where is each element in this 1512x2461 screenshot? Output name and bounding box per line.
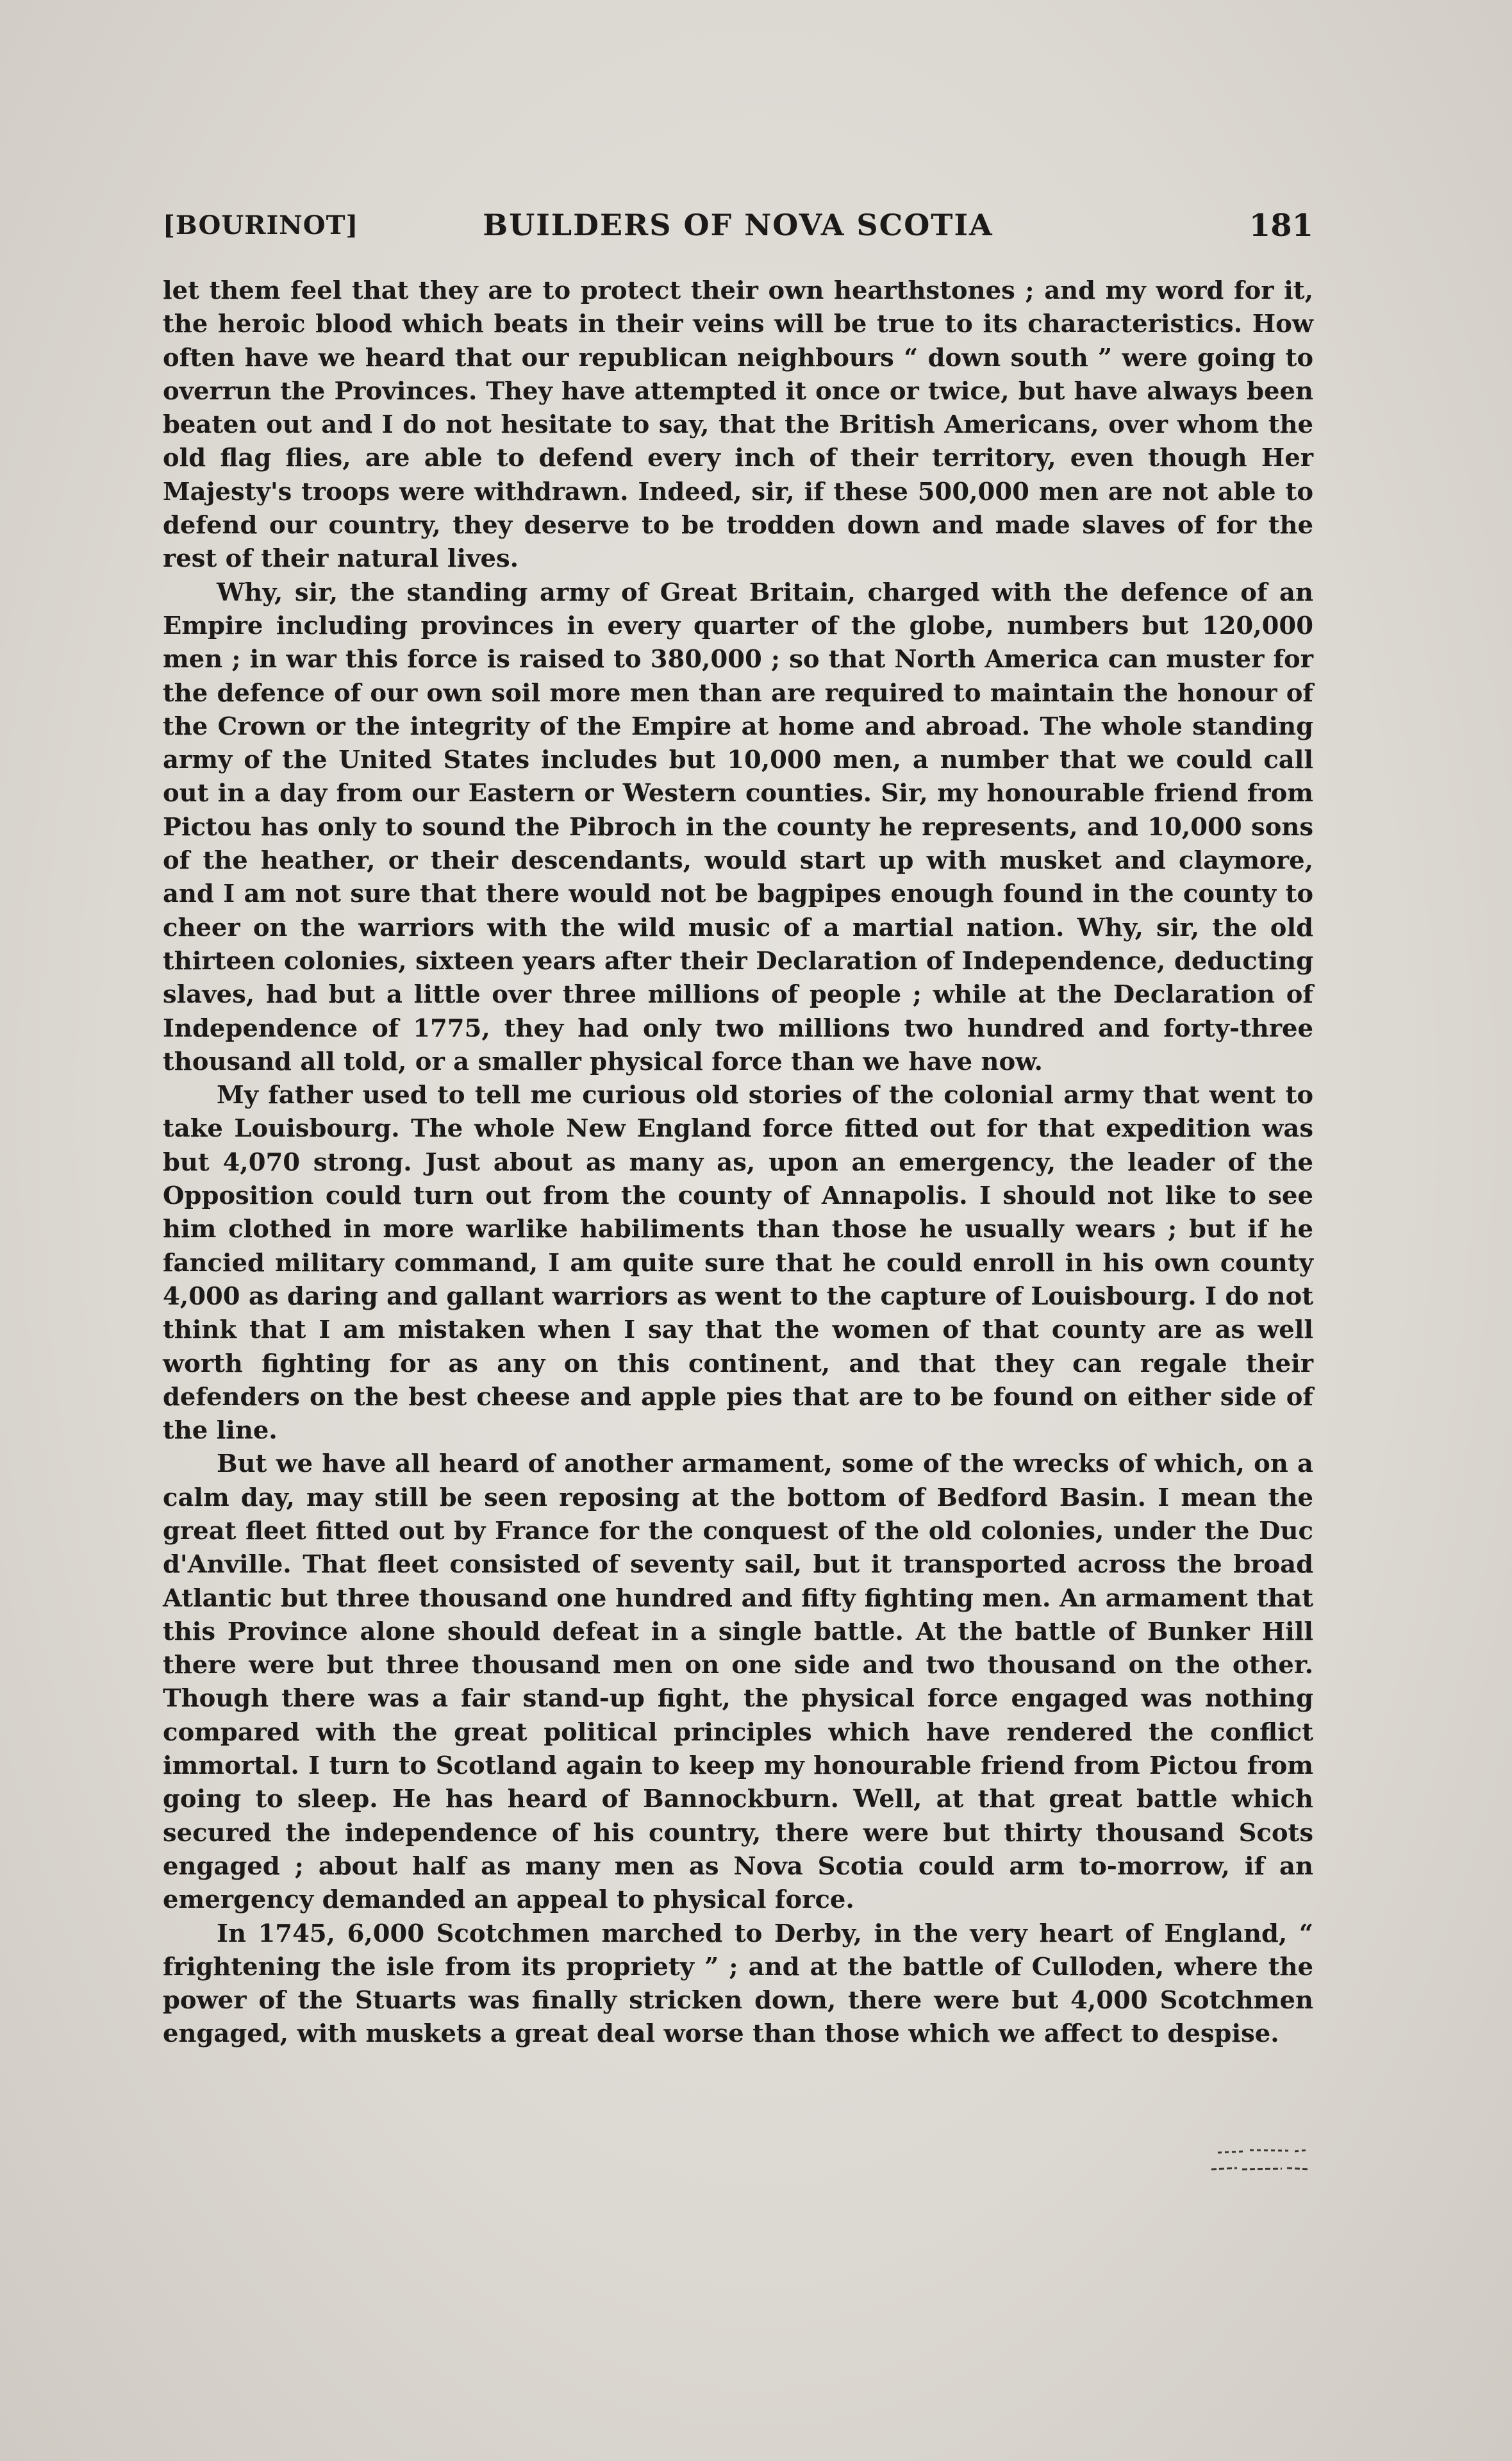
book-title: BUILDERS OF NOVA SCOTIA	[483, 208, 993, 242]
page-number: 181	[1249, 208, 1313, 244]
paragraph-4: But we have all heard of another armament, some of the wrecks of which, on a calm day, may still be seen reposing at the bottom of Bedford Basin. I mean the great fleet fitted out by France for the conquest of the old colonies, under the Duc d'Anville. That fleet consisted of seventy sail, but it transported across the broad Atlantic but three thousand one hundred and fifty fighting men. An armament that this Province alone should defeat in a single battle. At the battle of Bunker Hill there were but three thousand men on one side and two thousand on the other. Though there was a fair stand-up fight, the physical force engaged was nothing compared with the great political principles which have rendered the conflict immortal. I turn to Scotland again to keep my honourable friend from Pictou from going to sleep. He has heard of Bannockburn. Well, at that great battle which secured the independence of his country, there were but thirty thousand Scots engaged ; about half as many men as Nova Scotia could arm to-morrow, if an emergency demanded an appeal to physical force.	[163, 1449, 1313, 1915]
paragraph-3: My father used to tell me curious old stories of the colonial army that went to take Louisbourg. The whole New England force fitted out for that expedition was but 4,070 strong. Just about as many as, upon an emergency, the leader of the Opposition could turn out from the county of Annapolis. I should not like to see him clothed in more warlike habiliments than those he usually wears ; but if he fancied military command, I am quite sure that he could enroll in his own county 4,000 as daring and gallant warriors as went to the capture of Louisbourg. I do not think that I am mistaken when I say that the women of that county are as well worth fighting for as any on this continent, and that they can regale their defenders on the best cheese and apple pies that are to be found on either side of the line.	[163, 1081, 1313, 1446]
running-header	[163, 204, 1313, 255]
page-body	[163, 274, 1313, 2051]
paragraph-5: In 1745, 6,000 Scotchmen marched to Derby, in the very heart of England, “ frightening the isle from its propriety ” ; and at the battle of Culloden, where the power of the Stuarts was finally stricken down, there were but 4,000 Scotchmen engaged, with muskets a great deal worse than those which we affect to despise.	[163, 1919, 1313, 2049]
paragraph-2: Why, sir, the standing army of Great Britain, charged with the defence of an Empire including provinces in every quarter of the globe, numbers but 120,000 men ; in war this force is raised to 380,000 ; so that North America can muster for the defence of our own soil more men than are required to maintain the honour of the Crown or the integrity of the Empire at home and abroad. The whole standing army of the United States includes but 10,000 men, a number that we could call out in a day from our Eastern or Western counties. Sir, my honourable friend from Pictou has only to sound the Pibroch in the county he represents, and 10,000 sons of the heather, or their descendants, would start up with musket and claymore, and I am not sure that there would not be bagpipes enough found in the county to cheer on the warriors with the wild music of a martial nation. Why, sir, the old thirteen colonies, sixteen years after their Declaration of Independence, deducting slaves, had but a little over three millions of people ; while at the Declaration of Independence of 1775, they had only two millions two hundred and forty-three thousand all told, or a smaller physical force than we have now.	[163, 578, 1313, 1076]
ink-smudge-mark	[1205, 2141, 1314, 2180]
paragraph-1: let them feel that they are to protect their own hearthstones ; and my word for it, the heroic blood which beats in their veins will be true to its characteristics. How often have we heard that our republican neighbours “ down south ” were going to overrun the Provinces. They have attempted it once or twice, but have always been beaten out and I do not hesitate to say, that the British Americans, over whom the old flag flies, are able to defend every inch of their territory, even though Her Majesty's troops were withdrawn. Indeed, sir, if these 500,000 men are not able to defend our country, they deserve to be trodden down and made slaves of for the rest of their natural lives.	[163, 276, 1313, 574]
author-tag: [BOURINOT]	[163, 210, 359, 240]
